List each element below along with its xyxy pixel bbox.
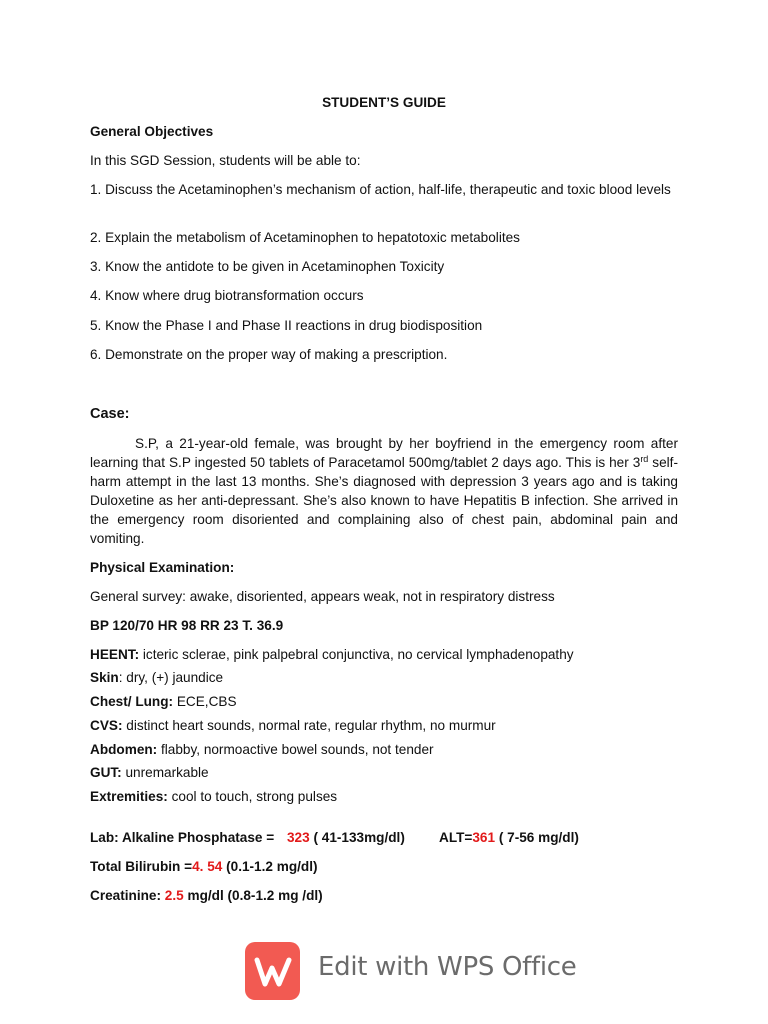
lab-creat-label: Creatinine:: [90, 888, 162, 903]
lab-creat-range: mg/dl (0.8-1.2 mg /dl): [187, 888, 323, 903]
finding-skin: [90, 668, 678, 687]
lab-alt: [439, 828, 679, 847]
wps-logo-icon[interactable]: [245, 942, 300, 1000]
case-text-part1: S.P, a 21-year-old female, was brought by her boyfriend in the emergency room after learning that S.P ingested 50 tablets of Paracetamol 500mg/tablet 2 days ago. This is her 3: [90, 436, 678, 470]
objective-item-2: 2. Explain the metabolism of Acetaminophen to hepatotoxic metabolites: [90, 230, 520, 245]
objective-item-1: 1. Discuss the Acetaminophen’s mechanism of action, half-life, therapeutic and toxic blood levels: [90, 182, 671, 197]
objective-item-5: 5. Know the Phase I and Phase II reactions in drug biodisposition: [90, 318, 483, 333]
finding-value: : dry, (+) jaundice: [118, 670, 224, 685]
finding-value: flabby, normoactive bowel sounds, not tender: [157, 742, 434, 757]
case-text-part2: self-harm attempt in the last 13 months. She’s diagnosed with depression 3 years ago and is taking Duloxetine as her anti-depressant. She’s also known to have Hepatitis B infection. She arrived in the emergency room disoriented and complaining also of chest pain, abdominal pain and vomiting.: [90, 455, 678, 546]
objective-item-3: 3. Know the antidote to be given in Acetaminophen Toxicity: [90, 259, 445, 274]
wps-office-banner[interactable]: [245, 942, 575, 1002]
lab-alt-label: ALT=: [439, 830, 473, 845]
lab-alp-range: ( 41-133mg/dl): [313, 830, 405, 845]
finding-heent: [90, 645, 678, 664]
finding-label: CVS:: [90, 718, 123, 733]
objective-item-6: 6. Demonstrate on the proper way of making a prescription.: [90, 347, 448, 362]
lab-creatinine: [90, 886, 678, 905]
lab-creat-value: 2.5: [164, 888, 184, 903]
lab-alp-label: Lab: Alkaline Phosphatase =: [90, 830, 275, 845]
finding-gut: [90, 763, 678, 782]
lab-bili-value: 4. 54: [192, 859, 223, 874]
lab-bili-range: (0.1-1.2 mg/dl): [226, 859, 318, 874]
document-title: STUDENT’S GUIDE: [322, 95, 446, 110]
finding-value: cool to touch, strong pulses: [167, 789, 338, 804]
finding-cvs: [90, 716, 678, 735]
finding-chest-lung: [90, 692, 678, 711]
lab-total-bilirubin: [90, 857, 678, 876]
finding-label: Skin: [90, 670, 119, 685]
lab-alt-range: ( 7-56 mg/dl): [498, 830, 579, 845]
vital-signs: BP 120/70 HR 98 RR 23 T. 36.9: [90, 618, 284, 633]
lab-bili-label: Total Bilirubin =: [90, 859, 193, 874]
objectives-intro: In this SGD Session, students will be able to:: [90, 153, 361, 168]
finding-label: Extremities:: [90, 789, 168, 804]
finding-abdomen: [90, 740, 678, 759]
finding-extremities: [90, 787, 678, 806]
lab-alp-value: 323: [286, 830, 310, 845]
finding-label: HEENT:: [90, 647, 140, 662]
physical-exam-heading: Physical Examination:: [90, 560, 235, 575]
finding-label: GUT:: [90, 765, 122, 780]
wps-edit-text[interactable]: Edit with WPS Office: [318, 952, 577, 982]
finding-value: icteric sclerae, pink palpebral conjunctiva, no cervical lymphadenopathy: [139, 647, 574, 662]
finding-label: Chest/ Lung:: [90, 694, 174, 709]
lab-alt-value: 361: [472, 830, 496, 845]
finding-value: unremarkable: [121, 765, 209, 780]
finding-value: distinct heart sounds, normal rate, regular rhythm, no murmur: [122, 718, 496, 733]
case-paragraph: [90, 434, 678, 548]
case-heading: Case:: [90, 406, 130, 422]
general-survey: General survey: awake, disoriented, appears weak, not in respiratory distress: [90, 589, 555, 604]
objective-item-4: 4. Know where drug biotransformation occurs: [90, 288, 364, 303]
finding-label: Abdomen:: [90, 742, 158, 757]
objectives-heading: General Objectives: [90, 124, 214, 139]
finding-value: ECE,CBS: [173, 694, 237, 709]
case-superscript: rd: [640, 454, 649, 464]
